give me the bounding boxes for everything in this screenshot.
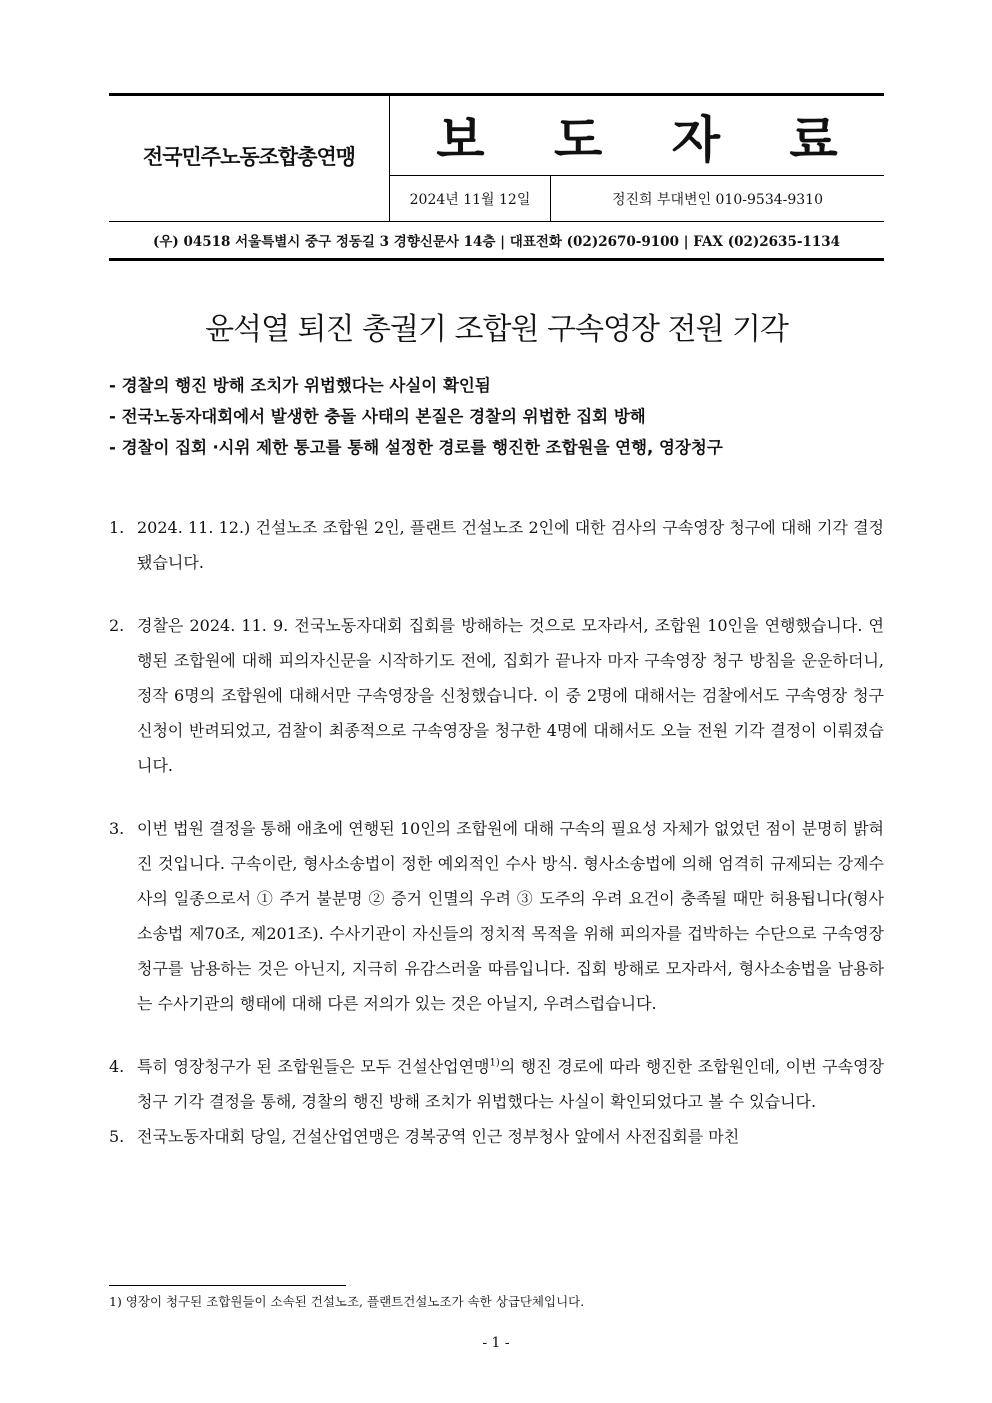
press-title-box <box>390 96 884 175</box>
contact-info: 정진희 부대변인 010-9534-9310 <box>611 191 823 208</box>
paragraph-number: 1. <box>109 518 125 537</box>
summary-bullet: - 경찰이 집회 ‧시위 제한 통고를 통해 설정한 경로를 행진한 조합원을 연행, 영장청구 <box>109 438 723 457</box>
paragraph-text: 특히 영장청구가 된 조합원들은 모두 건설산업연맹 <box>137 1057 490 1076</box>
header-bottom-rule <box>109 258 884 261</box>
footnote-marker: 1) <box>489 1057 500 1069</box>
paragraph-text: 경찰은 2024. 11. 9. 전국노동자대회 집회를 방해하는 것으로 모자라서, 조합원 10인을 연행했습니다. 연행된 조합원에 대해 피의자신문을 시작하기도 전에, 집회가 끝나자 마자 구속영장 청구 방침을 운운하더니, 정작 6명의 조합원에 대해서만 구속영장을 신청했습니다. 이 중 2명에 대해서는 검찰에서도 구속영장 청구 신청이 반려되었고, 검찰이 최종적으로 구속영장을 청구한 4명에 대해서도 오늘 전원 기각 결정이 이뤄졌습니다. <box>137 616 884 775</box>
page-number: - 1 - <box>482 1335 510 1351</box>
paragraph-number: 4. <box>109 1057 125 1076</box>
paragraph-text: 2024. 11. 12.) 건설노조 조합원 2인, 플랜트 건설노조 2인에 대한 검사의 구속영장 청구에 대해 기각 결정 됐습니다. <box>137 518 884 572</box>
organization-name: 전국민주노동조합총연맹 <box>142 145 356 169</box>
paragraph-1 <box>109 510 884 580</box>
paragraph-number: 2. <box>109 616 125 635</box>
paragraph-number: 5. <box>109 1127 125 1146</box>
footnote-separator <box>109 1285 346 1286</box>
paragraph-text: 의 행진 경로에 따라 행진한 조합원인데, 이번 구속영장 청구 기각 결정을 통해, 경찰의 행진 방해 조치가 위법했다는 사실이 확인되었다고 볼 수 있습니다. <box>137 1057 884 1111</box>
headline: 윤석열 퇴진 총궐기 조합원 구속영장 전원 기각 <box>205 312 788 347</box>
paragraph-5 <box>109 1119 884 1154</box>
paragraph-2 <box>109 608 884 783</box>
paragraph-3 <box>109 811 884 1021</box>
press-header <box>109 93 884 261</box>
summary-bullet: - 전국노동자대회에서 발생한 충돌 사태의 본질은 경찰의 위법한 집회 방해 <box>109 407 646 426</box>
footnote: 1) 영장이 청구된 조합원들이 소속된 건설노조, 플랜트건설노조가 속한 상급단체입니다. <box>109 1294 585 1309</box>
address-line: (우) 04518 서울특별시 중구 정동길 3 경향신문사 14층 | 대표전화 (02)2670-9100 | FAX (02)2635-1134 <box>152 234 841 250</box>
release-date: 2024년 11월 12일 <box>409 191 531 208</box>
body-paragraphs <box>109 510 884 1154</box>
paragraph-text: 전국노동자대회 당일, 건설산업연맹은 경복궁역 인근 정부청사 앞에서 사전집회를 마친 <box>137 1127 740 1146</box>
paragraph-text: 이번 법원 결정을 통해 애초에 연행된 10인의 조합원에 대해 구속의 필요성 자체가 없었던 점이 분명히 밝혀진 것입니다. 구속이란, 형사소송법이 정한 예외적인 수사 방식. 형사소송법에 의해 엄격히 규제되는 강제수사의 일종으로서 ① 주거 불분명 ② 증거 인멸의 우려 ③ 도주의 우려 요건이 충족될 때만 허용됩니다(형사소송법 제70조, 제201조). 수사기관이 자신들의 정치적 목적을 위해 피의자를 겁박하는 수단으로 구속영장 청구를 남용하는 것은 아닌지, 지극히 유감스러울 따름입니다. 집회 방해로 모자라서, 형사소송법을 남용하는 수사기관의 행태에 대해 다른 저의가 있는 것은 아닐지, 우려스럽습니다. <box>137 819 884 1013</box>
press-title: 보 도 자 료 <box>436 110 864 169</box>
summary-bullet: - 경찰의 행진 방해 조치가 위법했다는 사실이 확인됨 <box>109 376 491 395</box>
paragraph-number: 3. <box>109 819 125 838</box>
paragraph-4 <box>109 1049 884 1119</box>
summary-bullets <box>109 370 884 463</box>
